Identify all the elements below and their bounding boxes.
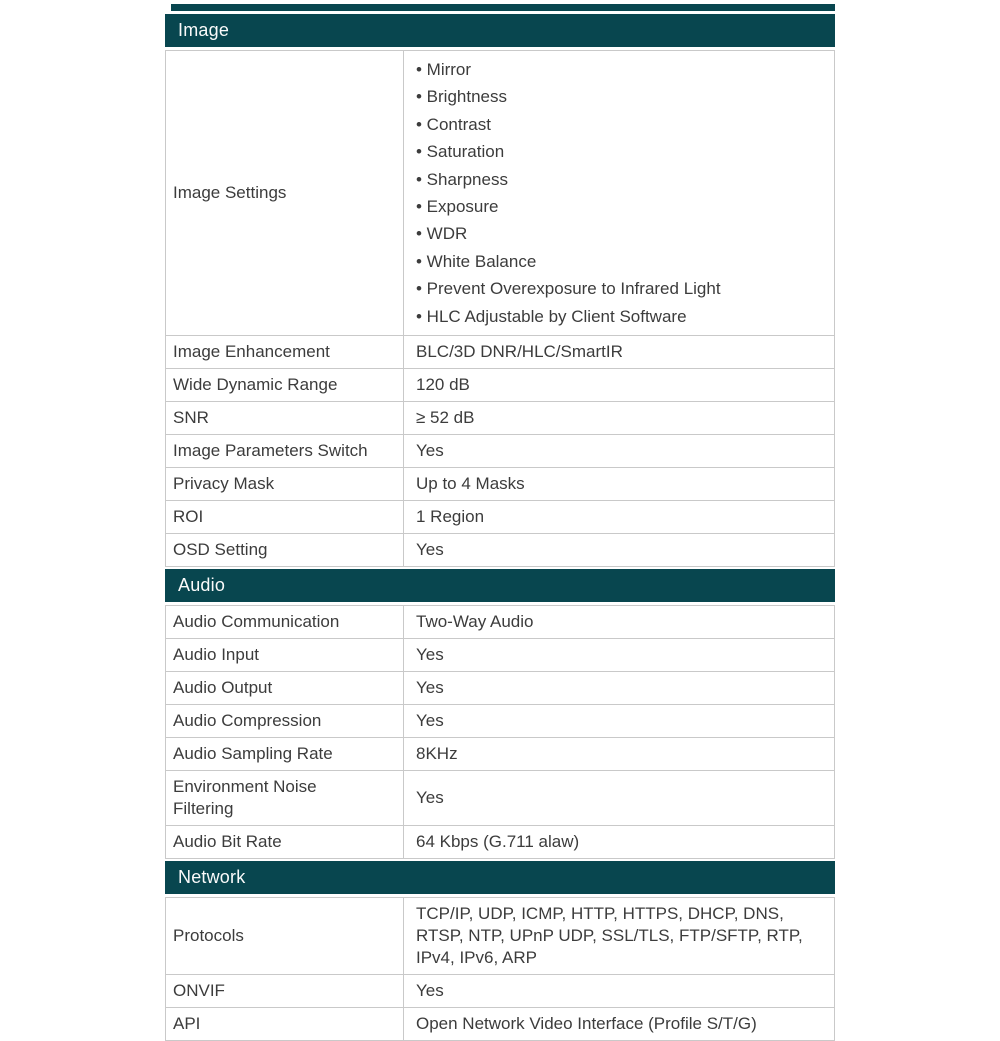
spec-row-privacy-mask (165, 468, 835, 501)
bullet-item: • Prevent Overexposure to Infrared Light (416, 279, 721, 299)
spec-value-cell: Up to 4 Masks (416, 474, 525, 494)
section-network (165, 861, 835, 1041)
section-title: Image (178, 20, 230, 40)
section-header-image (165, 14, 835, 47)
cropped-previous-section-header-bar (171, 4, 835, 11)
spec-label-cell: Image Enhancement (166, 336, 404, 368)
spec-row-audio-sampling-rate (165, 738, 835, 771)
spec-value-cell: Yes (416, 540, 444, 560)
spec-row-roi (165, 501, 835, 534)
spec-value-cell: 8KHz (416, 744, 458, 764)
spec-row-onvif (165, 975, 835, 1008)
spec-label-cell: Audio Compression (166, 705, 404, 737)
spec-label-cell: Environment Noise Filtering (166, 771, 404, 825)
spec-row-api (165, 1008, 835, 1041)
spec-label-cell: Privacy Mask (166, 468, 404, 500)
bullet-item: • HLC Adjustable by Client Software (416, 306, 687, 326)
section-rows (165, 50, 835, 567)
spec-label-cell: Audio Output (166, 672, 404, 704)
spec-label-cell: OSD Setting (166, 534, 404, 566)
spec-table (165, 4, 835, 1041)
section-rows (165, 605, 835, 859)
spec-row-protocols (165, 898, 835, 975)
bullet-item: • White Balance (416, 251, 537, 271)
spec-row-environment-noise-filtering (165, 771, 835, 826)
section-title: Audio (178, 575, 226, 596)
spec-value-cell: Open Network Video Interface (Profile S/T/G) (416, 1014, 757, 1034)
spec-label-cell: Audio Sampling Rate (166, 738, 404, 770)
spec-value-cell: BLC/3D DNR/HLC/SmartIR (416, 342, 623, 362)
spec-row-audio-input (165, 639, 835, 672)
section-audio (165, 569, 835, 859)
spec-row-image-settings (165, 51, 835, 336)
spec-row-osd-setting (165, 534, 835, 567)
section-header-network (165, 861, 835, 894)
spec-value-cell: 64 Kbps (G.711 alaw) (416, 832, 580, 852)
section-rows (165, 897, 835, 1041)
spec-label-cell: Wide Dynamic Range (166, 369, 404, 401)
spec-row-audio-output (165, 672, 835, 705)
spec-label-cell: Audio Input (166, 639, 404, 671)
bullet-item: • Exposure (416, 197, 499, 217)
spec-value-cell: Yes (416, 981, 444, 1001)
section-title: Network (178, 867, 246, 888)
spec-value-cell: TCP/IP, UDP, ICMP, HTTP, HTTPS, DHCP, DNS, RTSP, NTP, UPnP UDP, SSL/TLS, FTP/SFTP, RTP, IPv4, IPv6, ARP (416, 904, 803, 968)
spec-row-image-parameters-switch (165, 435, 835, 468)
spec-value-cell: 1 Region (416, 507, 485, 527)
spec-value-cell: ≥ 52 dB (416, 408, 475, 428)
spec-value-cell: Yes (416, 441, 444, 461)
section-image (165, 14, 835, 567)
spec-label-cell: ROI (166, 501, 404, 533)
spec-label-cell: Audio Communication (166, 606, 404, 638)
spec-value-cell: Two-Way Audio (416, 612, 534, 632)
bullet-item: • Sharpness (416, 169, 508, 189)
spec-label-cell: Image Parameters Switch (166, 435, 404, 467)
bullet-item: • Contrast (416, 114, 491, 134)
spec-value-cell: Yes (416, 678, 444, 698)
spec-label-cell: API (166, 1008, 404, 1040)
spec-label-cell: ONVIF (166, 975, 404, 1007)
spec-label-cell: Image Settings (166, 51, 404, 335)
spec-row-image-enhancement (165, 336, 835, 369)
spec-label-cell: SNR (166, 402, 404, 434)
spec-row-audio-communication (165, 606, 835, 639)
bullet-item: • Saturation (416, 142, 505, 162)
section-header-audio (165, 569, 835, 602)
spec-row-snr (165, 402, 835, 435)
spec-row-wide-dynamic-range (165, 369, 835, 402)
spec-value-cell: 120 dB (416, 375, 470, 395)
spec-row-audio-compression (165, 705, 835, 738)
bullet-item: • Mirror (416, 60, 472, 79)
spec-value-cell: Yes (416, 645, 444, 665)
bullet-item: • WDR (416, 224, 468, 244)
spec-label-cell: Protocols (166, 898, 404, 974)
spec-value-cell: Yes (416, 788, 444, 808)
spec-label-cell: Audio Bit Rate (166, 826, 404, 858)
bullet-item: • Brightness (416, 87, 507, 107)
spec-row-audio-bit-rate (165, 826, 835, 859)
spec-value-cell: Yes (416, 711, 444, 731)
spec-value-cell (404, 51, 834, 335)
